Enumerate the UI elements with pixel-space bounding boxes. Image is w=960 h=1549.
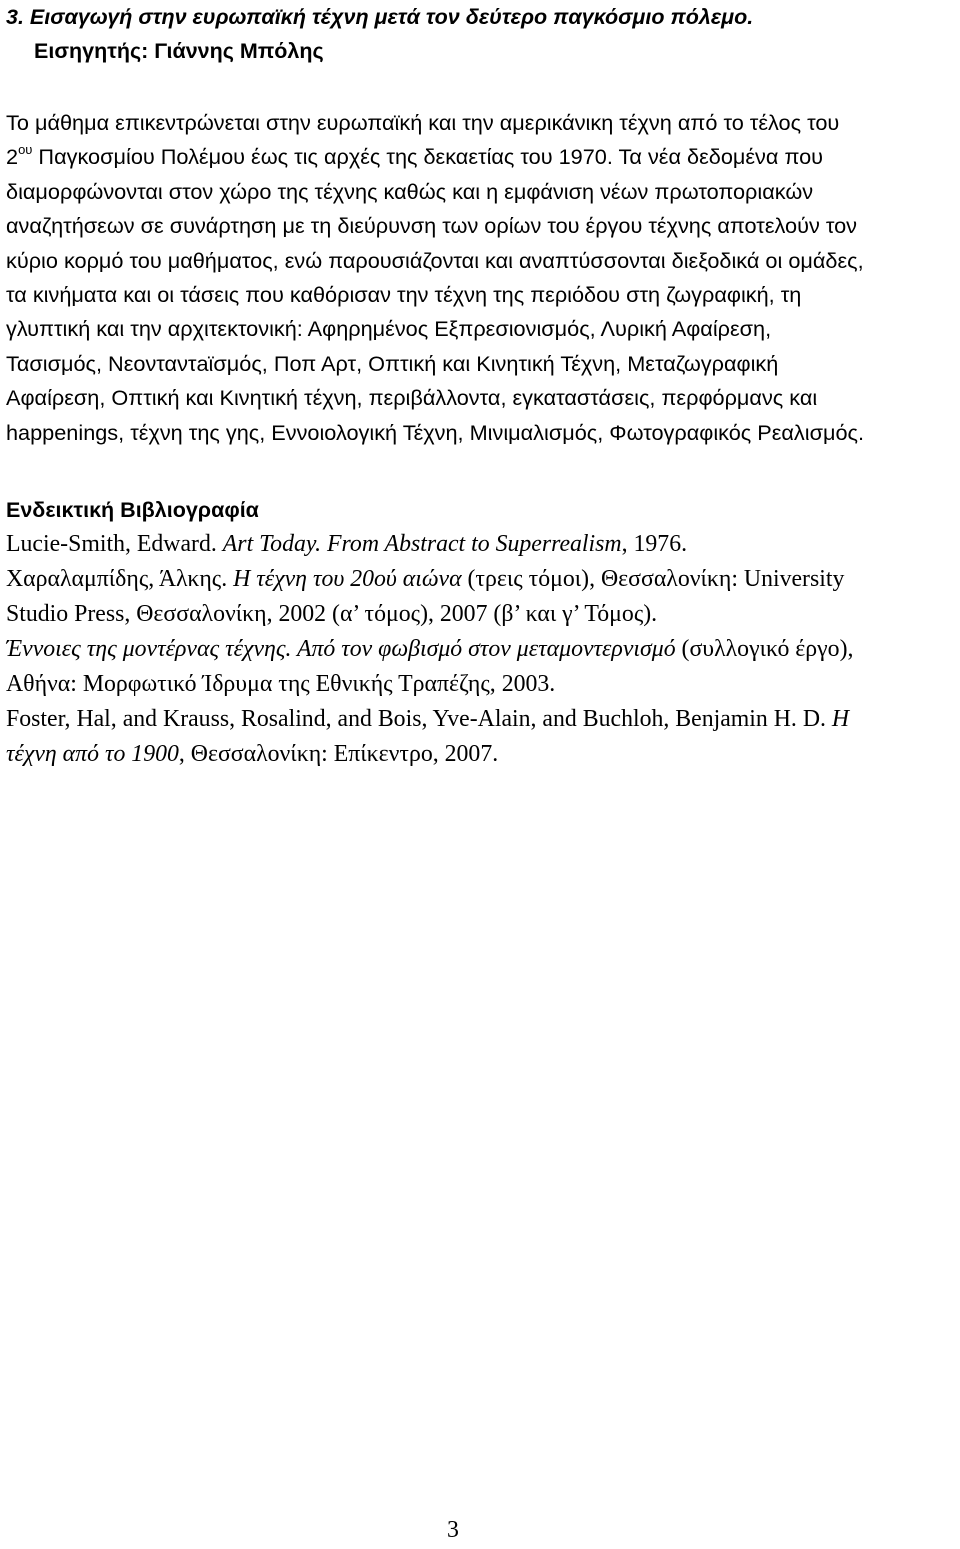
bibliography-list: [6, 527, 956, 772]
ordinal-superscript: ου: [18, 142, 33, 158]
entry-title: Έννοιες της μοντέρνας τέχνης. Από τον φωβισμό στον μεταμοντερνισμό: [6, 636, 676, 663]
entry-title: Η τέχνη του 20ού αιώνα: [233, 566, 462, 593]
description-line: διαμορφώνονται στον χώρο της τέχνης καθώς και η εμφάνιση νέων πρωτοποριακών: [6, 178, 814, 204]
document-page: [6, 0, 956, 772]
ordinal-number: 2: [6, 144, 19, 170]
description-line: happenings, τέχνη της γης, Εννοιολογική Τέχνη, Μινιμαλισμός, Φωτογραφικός Ρεαλισμός.: [6, 419, 865, 445]
bibliography-entry: [6, 562, 956, 597]
description-text: Παγκοσμίου Πολέμου έως τις αρχές της δεκαετίας του 1970. Τα νέα δεδομένα που: [32, 144, 824, 170]
description-line: Τασισμός, Νεονταντaϊσμός, Ποπ Αρτ, Οπτική και Κινητική Τέχνη, Μεταζωγραφική: [6, 350, 779, 376]
bibliography-entry: [6, 702, 956, 737]
description-line: Αφαίρεση, Οπτική και Κινητική τέχνη, περιβάλλοντα, εγκαταστάσεις, περφόρμανς και: [6, 385, 818, 411]
page-number: 3: [447, 1517, 459, 1543]
entry-title: τέχνη από το 1900: [6, 741, 179, 768]
description-line: τα κινήματα και οι τάσεις που καθόρισαν την τέχνη της περιόδου στη ζωγραφική, τη: [6, 282, 802, 308]
description-line: κύριο κορμό του μαθήματος, ενώ παρουσιάζονται και αναπτύσσονται διεξοδικά οι ομάδες,: [6, 247, 864, 273]
description-line: αναζητήσεων σε συνάρτηση με τη διεύρυνση των ορίων του έργου τέχνης αποτελούν τον: [6, 213, 857, 239]
description-line: [6, 140, 956, 174]
bibliography-entry-continued: [6, 737, 956, 772]
bibliography-entry: [6, 632, 956, 667]
entry-author: Foster, Hal, and Krauss, Rosalind, and Bois, Yve-Alain, and Buchloh, Benjamin H. D.: [6, 706, 832, 733]
description-line: γλυπτική και την αρχιτεκτονική: Αφηρημένος Εξπρεσιονισμός, Λυρική Αφαίρεση,: [6, 316, 772, 342]
entry-author: Lucie-Smith, Edward.: [6, 531, 223, 558]
entry-details: , 1976.: [621, 531, 688, 558]
bibliography-entry-continued: Αθήνα: Μορφωτικό Ίδρυμα της Εθνικής Τραπέζης, 2003.: [6, 671, 556, 698]
bibliography-entry: [6, 527, 956, 562]
section-heading: 3. Εισαγωγή στην ευρωπαϊκή τέχνη μετά τον δεύτερο παγκόσμιο πόλεμο.: [6, 5, 754, 29]
instructor-line: Εισηγητής: Γιάννης Μπόλης: [34, 39, 324, 63]
course-description: [6, 106, 956, 450]
entry-author: Χαραλαμπίδης, Άλκης.: [6, 566, 234, 593]
bibliography-entry-continued: Studio Press, Θεσσαλονίκη, 2002 (α’ τόμος), 2007 (β’ και γ’ Τόμος).: [6, 601, 658, 628]
description-line: Το μάθημα επικεντρώνεται στην ευρωπαϊκή και την αμερικάνικη τέχνη από το τέλος του: [6, 110, 840, 135]
bibliography-heading: Ενδεικτική Βιβλιογραφία: [6, 498, 259, 523]
entry-details: (τρεις τόμοι), Θεσσαλονίκη: University: [461, 566, 845, 593]
entry-title: Art Today. From Abstract to Superrealism: [222, 531, 622, 558]
entry-details: (συλλογικό έργο),: [675, 636, 854, 663]
entry-details: , Θεσσαλονίκη: Επίκεντρο, 2007.: [178, 741, 499, 768]
entry-title-start: Η: [831, 706, 850, 733]
